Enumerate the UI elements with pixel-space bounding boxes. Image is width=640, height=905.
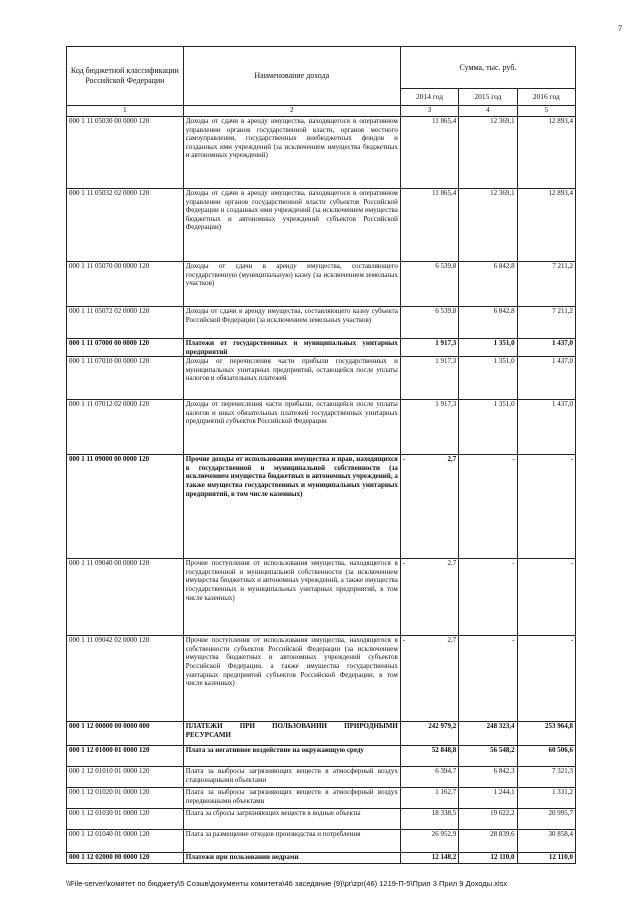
revenue-name-cell: ПЛАТЕЖИ ПРИ ПОЛЬЗОВАНИИ ПРИРОДНЫМИ РЕСУРСАМИ — [183, 722, 400, 746]
amount-2015-cell: - — [459, 559, 517, 636]
budget-code-cell: 000 1 12 01000 01 0000 120 — [67, 746, 184, 767]
table-row — [67, 830, 576, 853]
table-row — [67, 307, 576, 339]
budget-code-cell: 000 1 11 07010 00 0000 120 — [67, 357, 184, 400]
amount-2014-value: 2,7 — [447, 636, 457, 645]
amount-2014-value: 26 952,9 — [431, 830, 457, 839]
revenue-name-cell: Доходы от перечисления части прибыли, остающейся после уплаты налогов и иных обязательных платежей государственных унитарных предприятий субъектов Российской Федерации — [183, 400, 400, 455]
amount-2015-cell: - — [459, 636, 517, 722]
header-code-col: Код бюджетной классификации Российской Федерации — [67, 47, 184, 106]
col-number-5: 5 — [517, 106, 575, 117]
amount-2016-cell: - — [517, 455, 575, 559]
amount-2014-cell — [400, 853, 458, 864]
amount-2015-cell: 6 842,3 — [459, 767, 517, 788]
amount-2016-cell: 12 110,0 — [517, 853, 575, 864]
amount-2014-value: 6 539,8 — [435, 307, 457, 315]
col-number-1: 1 — [67, 106, 184, 117]
amount-2014-cell — [400, 722, 458, 746]
table-row — [67, 636, 576, 722]
amount-2014-cell — [400, 117, 458, 189]
amount-2016-cell: 1 437,0 — [517, 400, 575, 455]
amount-2014-value: 242 979,2 — [428, 722, 457, 731]
amount-2016-cell: - — [517, 559, 575, 636]
table-row — [67, 189, 576, 262]
table-row — [67, 722, 576, 746]
amount-2014-value: 11 865,4 — [431, 189, 457, 197]
amount-2014-cell — [400, 809, 458, 830]
header-name-col: Наименование дохода — [183, 47, 400, 106]
table-row — [67, 357, 576, 400]
revenue-name-cell: Доходы от сдачи в аренду имущества, находящегося в оперативном управлении органов государственной власти, органов местного самоуправления, государственных внебюджетных фондов и созданных ими учреждений (за исключением имущества бюджетных и автономных учреждений) — [183, 117, 400, 189]
amount-2014-value: 12 148,2 — [431, 853, 457, 862]
col-number-2: 2 — [183, 106, 400, 117]
header-year-2016: 2016 год — [517, 89, 575, 106]
amount-2016-cell: 12 893,4 — [517, 117, 575, 189]
budget-code-cell: 000 1 12 01020 01 0000 120 — [67, 788, 184, 809]
header-year-2014: 2014 год — [400, 89, 458, 106]
budget-code-cell: 000 1 11 05072 02 0000 120 — [67, 307, 184, 339]
page-number: 7 — [618, 24, 622, 33]
amount-2016-cell: 60 506,6 — [517, 746, 575, 767]
amount-2016-cell: 30 858,4 — [517, 830, 575, 853]
revenue-name-cell: Платежи от государственных и муниципальных унитарных предприятий — [183, 339, 400, 357]
amount-2015-cell: 6 842,8 — [459, 262, 517, 307]
amount-2014-value: 1 917,3 — [435, 339, 457, 347]
budget-code-cell: 000 1 11 05030 00 0000 120 — [67, 117, 184, 189]
budget-code-cell: 000 1 11 05032 02 0000 120 — [67, 189, 184, 262]
budget-code-cell: 000 1 11 09000 00 0000 120 — [67, 455, 184, 559]
amount-2014-value: 1 162,7 — [435, 788, 457, 797]
budget-code-cell: 000 1 12 01040 01 0000 120 — [67, 830, 184, 853]
revenue-name-cell: Платежи при пользовании недрами — [183, 853, 400, 864]
revenue-name-cell: Доходы от сдачи в аренду имущества, находящегося в оперативном управлении органов государственной власти субъектов Российской Федерации и созданных ими учреждений (за исключением имущества бюджетных и автономных учреждений субъектов Российской Федерации) — [183, 189, 400, 262]
amount-2015-cell: 12 369,1 — [459, 117, 517, 189]
amount-2014-value: 2,7 — [447, 559, 457, 568]
dash-mark: - — [402, 636, 406, 645]
table-row — [67, 809, 576, 830]
amount-2016-cell: - — [517, 636, 575, 722]
header-year-2015: 2015 год — [459, 89, 517, 106]
amount-2016-cell: 7 321,3 — [517, 767, 575, 788]
file-path-footer: \\File-server\комитет по бюджету\5 Созыв\документы комитета\46 заседание (9)\pr\zpr(46) 1219-П-5\Прил 3 Прил 9 Доходы.xlsx — [66, 879, 508, 888]
amount-2014-cell — [400, 357, 458, 400]
budget-code-cell: 000 1 11 09040 00 0000 120 — [67, 559, 184, 636]
amount-2015-cell: 6 842,8 — [459, 307, 517, 339]
amount-2014-cell — [400, 262, 458, 307]
budget-code-cell: 000 1 12 00000 00 0000 000 — [67, 722, 184, 746]
amount-2014-cell — [400, 189, 458, 262]
budget-code-cell: 000 1 11 09042 02 0000 120 — [67, 636, 184, 722]
amount-2014-value: 1 917,3 — [435, 357, 457, 366]
revenue-name-cell: Доходы от перечисления части прибыли государственных и муниципальных унитарных предприятий, остающейся после уплаты налогов и обязательных платежей — [183, 357, 400, 400]
budget-code-cell: 000 1 11 07012 02 0000 120 — [67, 400, 184, 455]
amount-2014-value: 18 338,5 — [431, 809, 457, 818]
table-row — [67, 788, 576, 809]
amount-2015-cell: 248 323,4 — [459, 722, 517, 746]
table-row — [67, 559, 576, 636]
budget-code-cell: 000 1 12 02000 00 0000 120 — [67, 853, 184, 864]
amount-2014-cell — [400, 307, 458, 339]
col-number-3: 3 — [400, 106, 458, 117]
table-row — [67, 455, 576, 559]
revenue-name-cell: Плата за негативное воздействие на окружающую среду — [183, 746, 400, 767]
amount-2014-cell — [400, 746, 458, 767]
table-row — [67, 262, 576, 307]
amount-2014-cell — [400, 767, 458, 788]
budget-code-cell: 000 1 12 01030 01 0000 120 — [67, 809, 184, 830]
amount-2015-cell: 1 351,0 — [459, 339, 517, 357]
amount-2016-cell: 20 995,7 — [517, 809, 575, 830]
amount-2016-cell: 253 964,8 — [517, 722, 575, 746]
budget-code-cell: 000 1 11 07000 00 0000 120 — [67, 339, 184, 357]
table-row — [67, 767, 576, 788]
amount-2015-cell: 1 351,0 — [459, 400, 517, 455]
amount-2015-cell: 19 622,2 — [459, 809, 517, 830]
dash-mark: - — [402, 559, 406, 568]
amount-2014-cell — [400, 636, 458, 722]
budget-code-cell: 000 1 11 05070 00 0000 120 — [67, 262, 184, 307]
amount-2014-cell — [400, 830, 458, 853]
amount-2015-cell: 12 110,0 — [459, 853, 517, 864]
amount-2015-cell: 12 369,1 — [459, 189, 517, 262]
revenue-name-cell: Прочие поступления от использования имущества, находящегося в собственности субъектов Российской Федерации (за исключением имущества бюджетных и автономных учреждений субъектов Российской Федерации, а также имущества государственных унитарных предприятий субъектов Российской Федерации, в том числе казенных) — [183, 636, 400, 722]
amount-2016-cell: 1 331,2 — [517, 788, 575, 809]
amount-2014-value: 6 394,7 — [435, 767, 457, 776]
amount-2014-cell — [400, 400, 458, 455]
col-number-4: 4 — [459, 106, 517, 117]
table-body — [67, 117, 576, 864]
table-row — [67, 117, 576, 189]
amount-2014-cell — [400, 559, 458, 636]
table-row — [67, 746, 576, 767]
amount-2015-cell: - — [459, 455, 517, 559]
dash-mark: - — [402, 455, 406, 464]
table-row — [67, 339, 576, 357]
revenue-name-cell: Плата за выбросы загрязняющих веществ в атмосферный воздух стационарными объектами — [183, 767, 400, 788]
amount-2016-cell: 7 211,2 — [517, 307, 575, 339]
budget-revenue-table — [66, 46, 576, 864]
table-row — [67, 400, 576, 455]
amount-2015-cell: 1 244,1 — [459, 788, 517, 809]
amount-2015-cell: 1 351,0 — [459, 357, 517, 400]
amount-2016-cell: 7 211,2 — [517, 262, 575, 307]
amount-2014-value: 2,7 — [447, 455, 457, 464]
amount-2014-value: 52 848,8 — [431, 746, 457, 755]
amount-2014-cell — [400, 788, 458, 809]
amount-2015-cell: 56 548,2 — [459, 746, 517, 767]
revenue-name-cell: Плата за сбросы загрязняющих веществ в водные объекты — [183, 809, 400, 830]
amount-2014-cell — [400, 455, 458, 559]
amount-2014-value: 1 917,3 — [435, 400, 457, 409]
amount-2014-cell — [400, 339, 458, 357]
revenue-name-cell: Плата за размещение отходов производства и потребления — [183, 830, 400, 853]
revenue-name-cell: Доходы от сдачи в аренду имущества, составляющего государственную (муниципальную) казну (за исключением земельных участков) — [183, 262, 400, 307]
revenue-name-cell: Плата за выбросы загрязняющих веществ в атмосферный воздух передвижными объектами — [183, 788, 400, 809]
amount-2016-cell: 12 893,4 — [517, 189, 575, 262]
header-sum-col: Сумма, тыс. руб. — [400, 47, 575, 89]
revenue-name-cell: Доходы от сдачи в аренду имущества, составляющего казну субъекта Российской Федерации (за исключением земельных участков) — [183, 307, 400, 339]
table-row — [67, 853, 576, 864]
amount-2016-cell: 1 437,0 — [517, 339, 575, 357]
revenue-name-cell: Прочие доходы от использования имущества и прав, находящихся в государственной и муниципальной собственности (за исключением имущества бюджетных и автономных учреждений, а также имущества государственных и муниципальных унитарных предприятий, в том числе казенных) — [183, 455, 400, 559]
budget-code-cell: 000 1 12 01010 01 0000 120 — [67, 767, 184, 788]
amount-2014-value: 11 865,4 — [431, 117, 457, 125]
amount-2014-value: 6 539,8 — [435, 262, 457, 270]
amount-2015-cell: 28 839,6 — [459, 830, 517, 853]
revenue-name-cell: Прочие поступления от использования имущества, находящегося в государственной и муниципальной собственности (за исключением имущества бюджетных и автономных учреждений, а также имущества государственных и муниципальных унитарных предприятий, в том числе казенных) — [183, 559, 400, 636]
amount-2016-cell: 1 437,0 — [517, 357, 575, 400]
